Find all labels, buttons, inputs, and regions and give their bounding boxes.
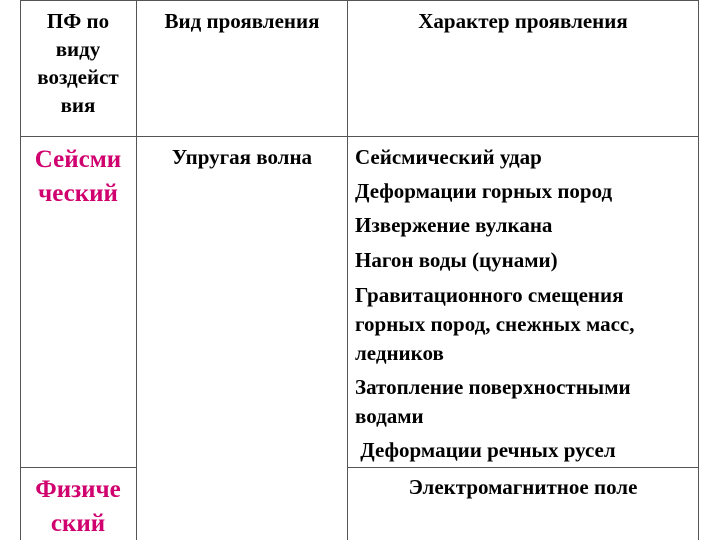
header-col1-line2: виду	[55, 37, 101, 61]
row-seismic-type-line1: Сейсми	[34, 146, 122, 173]
row-seismic-character-8: Затопление поверхностными	[355, 375, 631, 399]
header-col1-line1: ПФ по	[46, 9, 110, 33]
row-seismic-character-3: Извержение вулкана	[355, 213, 553, 237]
row-physical-type-line2: ский	[50, 510, 106, 537]
header-col1-line3: воздейст	[37, 65, 119, 89]
row-divider-physical-col1	[20, 467, 137, 468]
table-border-top	[20, 0, 699, 1]
column-divider-1	[136, 0, 137, 540]
row-seismic-character-9: водами	[355, 404, 424, 428]
table-border-right	[698, 0, 699, 540]
header-col3: Характер проявления	[418, 9, 628, 33]
row-seismic-character-2: Деформации горных пород	[355, 179, 613, 203]
header-col1-line4: вия	[60, 93, 96, 117]
header-row-divider	[20, 136, 699, 137]
row-seismic-character-7: ледников	[355, 341, 444, 365]
row-seismic-manifestation: Упругая волна	[171, 145, 313, 169]
row-divider-physical-col3	[347, 467, 699, 468]
row-seismic-character-10: Деформации речных русел	[355, 438, 616, 462]
row-seismic-character-1: Сейсмический удар	[355, 145, 542, 169]
row-physical-type-line1: Физиче	[35, 476, 121, 503]
row-seismic-type-line2: ческий	[38, 180, 118, 207]
row-seismic-character-5: Гравитационного смещения	[355, 283, 624, 307]
row-seismic-character-4: Нагон воды (цунами)	[355, 248, 558, 272]
header-col2: Вид проявления	[164, 9, 320, 33]
row-physical-character: Электромагнитное поле	[408, 475, 638, 499]
row-seismic-character-6: горных пород, снежных масс,	[355, 312, 635, 336]
column-divider-2	[347, 0, 348, 540]
